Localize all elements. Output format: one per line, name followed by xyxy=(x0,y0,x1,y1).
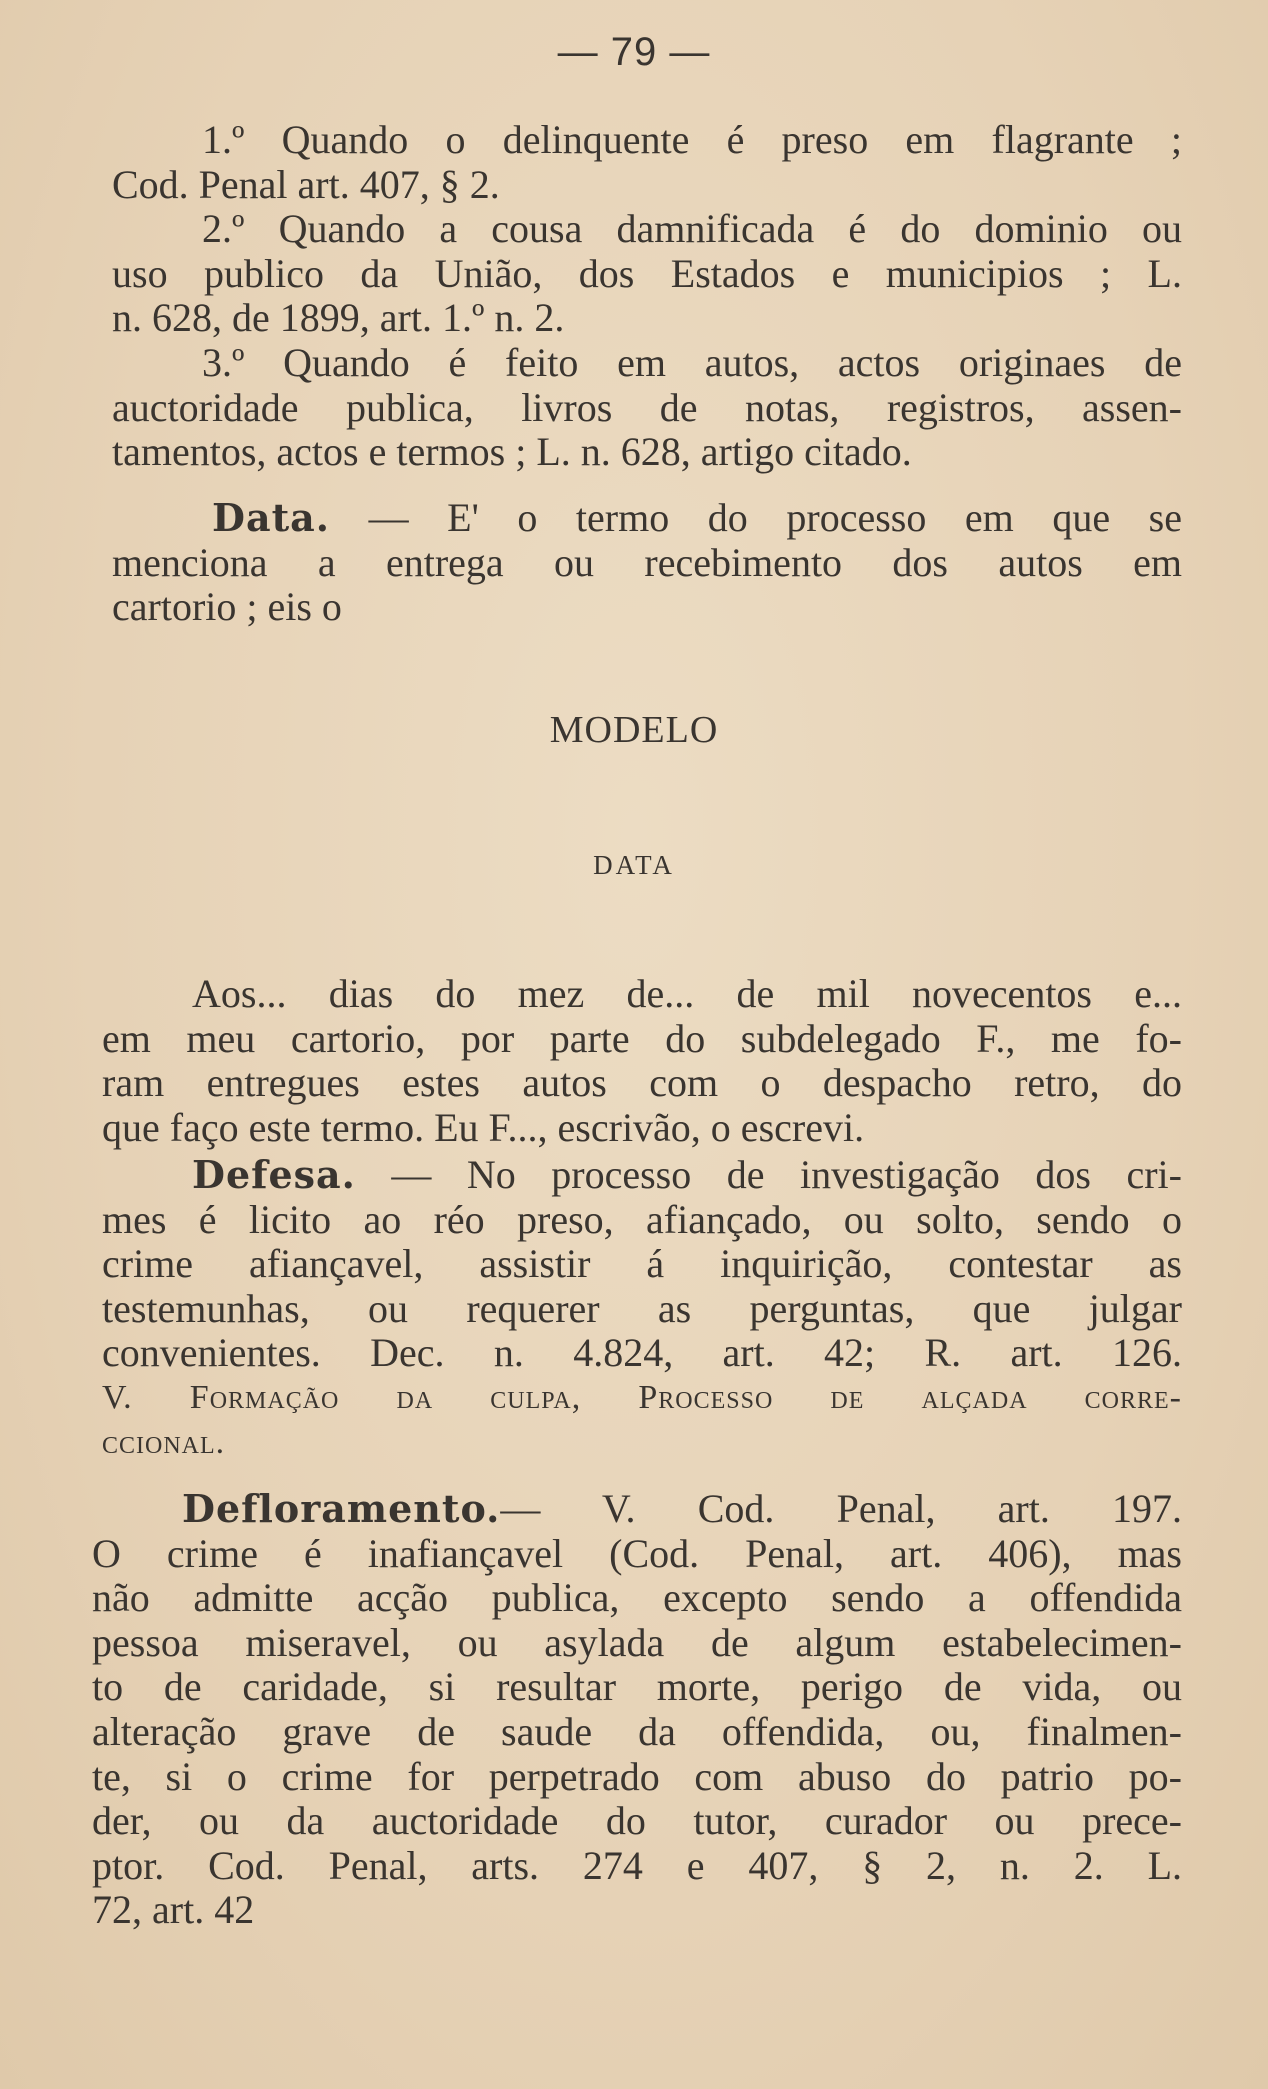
modelo-line-2: em meu cartorio, por parte do subdelegado F., me fo- xyxy=(102,1015,1182,1061)
defloramento-line-1: — V. Cod. Penal, art. 197. xyxy=(500,1486,1182,1531)
modelo-line-3: ram entregues estes autos com o despacho retro, do xyxy=(102,1060,1182,1106)
defloramento-line-5: to de caridade, si resultar morte, perigo de vida, ou xyxy=(92,1664,1182,1710)
defloramento-line-6: alteração grave de saude da offendida, ou, finalmen- xyxy=(92,1708,1182,1754)
entry-head-defloramento: Defloramento. xyxy=(182,1486,501,1531)
entry-data-line-3: cartorio ; eis o xyxy=(112,584,342,630)
defloramento-line-8: der, ou da auctoridade do tutor, curador ou prece- xyxy=(92,1798,1182,1844)
entry-defloramento xyxy=(92,1487,1182,1933)
defloramento-line-3: não admitte acção publica, excepto sendo a offendida xyxy=(92,1575,1182,1621)
entry-data xyxy=(112,496,1182,630)
modelo-subtitle: DATA xyxy=(593,850,675,880)
entry-head-defesa: Defesa. xyxy=(192,1152,356,1197)
entry-head-data: Data. xyxy=(212,495,330,540)
entry-data-line-1: — E' o termo do processo em que se xyxy=(368,495,1183,540)
item-3-line-3: tamentos, actos e termos ; L. n. 628, artigo citado. xyxy=(112,429,912,475)
item-2-line-1: 2.º Quando a cousa damnificada é do dominio ou xyxy=(202,206,1182,252)
entry-data-line-2: menciona a entrega ou recebimento dos autos em xyxy=(112,539,1182,585)
defesa-line-4: testemunhas, ou requerer as perguntas, que julgar xyxy=(102,1285,1182,1331)
defloramento-line-7: te, si o crime for perpetrado com abuso do patrio po- xyxy=(92,1753,1182,1799)
modelo-text xyxy=(102,972,1182,1150)
defesa-line-5: convenientes. Dec. n. 4.824, art. 42; R. art. 126. xyxy=(102,1330,1182,1376)
defloramento-line-4: pessoa miseravel, ou asylada de algum estabelecimen- xyxy=(92,1619,1182,1665)
item-1-line-1: 1.º Quando o delinquente é preso em flagrante ; xyxy=(202,117,1182,162)
defesa-line-3: crime afiançavel, assistir á inquirição, contestar as xyxy=(102,1241,1182,1287)
numbered-items xyxy=(112,118,1182,475)
item-1-line-2: Cod. Penal art. 407, § 2. xyxy=(112,161,500,207)
defloramento-line-2: O crime é inafiançavel (Cod. Penal, art. 406), mas xyxy=(92,1530,1182,1576)
defesa-line-1: — No processo de investigação dos cri- xyxy=(391,1152,1182,1197)
defesa-line-7: ccional. xyxy=(102,1423,226,1461)
modelo-line-4: que faço este termo. Eu F..., escrivão, o escrevi. xyxy=(102,1104,865,1150)
entry-defesa xyxy=(102,1153,1182,1465)
modelo-line-1: Aos... dias do mez de... de mil novecentos e... xyxy=(192,971,1182,1016)
item-2-line-2: uso publico da União, dos Estados e municipios ; L. xyxy=(112,250,1182,296)
defesa-line-6: V. Formação da culpa, Processo de alçada corre- xyxy=(102,1378,1182,1416)
item-3-line-2: auctoridade publica, livros de notas, registros, assen- xyxy=(112,384,1182,430)
item-3-line-1: 3.º Quando é feito em autos, actos originaes de xyxy=(202,339,1182,385)
item-2-line-3: n. 628, de 1899, art. 1.º n. 2. xyxy=(112,295,565,341)
modelo-title: MODELO xyxy=(549,709,719,751)
defloramento-line-10: 72, art. 42 xyxy=(92,1887,255,1933)
defloramento-line-9: ptor. Cod. Penal, arts. 274 e 407, § 2, n. 2. L. xyxy=(92,1842,1182,1888)
page-number: — 79 — xyxy=(557,30,711,74)
defesa-line-2: mes é licito ao réo preso, afiançado, ou solto, sendo o xyxy=(102,1196,1182,1242)
